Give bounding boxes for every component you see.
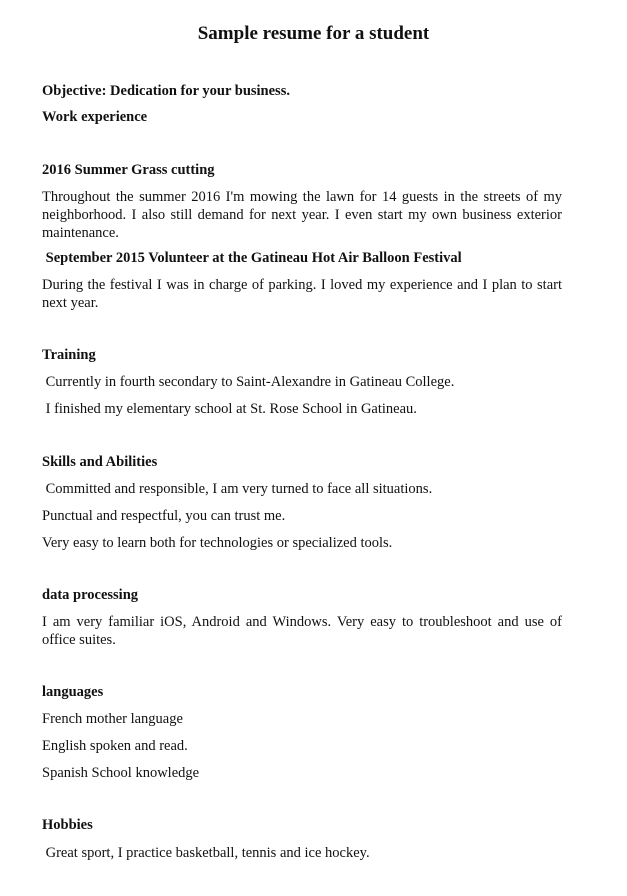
language-item: French mother language [42, 711, 183, 727]
training-line: Currently in fourth secondary to Saint-Alexandre in Gatineau College. [42, 374, 455, 390]
job-description-grass-cutting: Throughout the summer 2016 I'm mowing the lawn for 14 guests in the streets of my neighborhood. I also still demand for next year. I even start my own business exterior maintenance. [42, 189, 562, 241]
job-heading-balloon-festival: September 2015 Volunteer at the Gatineau Hot Air Balloon Festival [42, 250, 462, 266]
skills-line: Committed and responsible, I am very turned to face all situations. [42, 481, 433, 497]
training-line: I finished my elementary school at St. Rose School in Gatineau. [42, 401, 417, 417]
skills-line: Very easy to learn both for technologies or specialized tools. [42, 535, 393, 551]
job-description-balloon-festival: During the festival I was in charge of parking. I loved my experience and I plan to start next year. [42, 277, 562, 311]
language-item: English spoken and read. [42, 738, 188, 754]
objective-line: Objective: Dedication for your business. [42, 83, 290, 99]
skills-line: Punctual and respectful, you can trust me. [42, 508, 286, 524]
skills-heading: Skills and Abilities [42, 454, 158, 470]
language-item: Spanish School knowledge [42, 765, 200, 781]
data-processing-description: I am very familiar iOS, Android and Windows. Very easy to troubleshoot and use of office suites. [42, 614, 562, 648]
page-title: Sample resume for a student [197, 23, 430, 44]
hobbies-description: Great sport, I practice basketball, tennis and ice hockey. [42, 845, 370, 861]
data-processing-heading: data processing [42, 587, 139, 603]
job-heading-grass-cutting: 2016 Summer Grass cutting [42, 162, 215, 178]
languages-heading: languages [42, 684, 104, 700]
work-experience-heading: Work experience [42, 109, 148, 125]
hobbies-heading: Hobbies [42, 817, 93, 833]
training-heading: Training [42, 347, 96, 363]
